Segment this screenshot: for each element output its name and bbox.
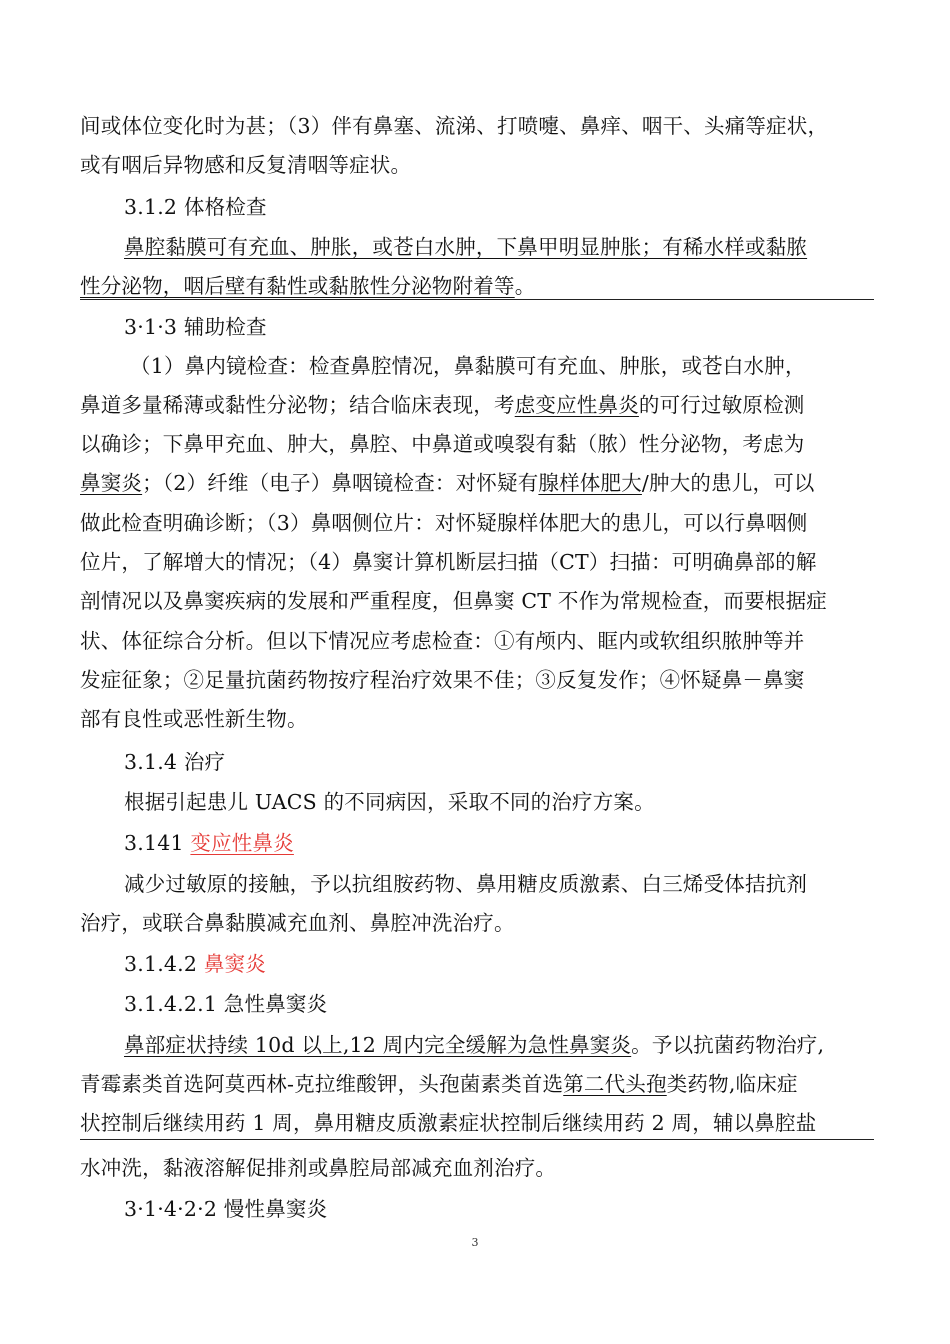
paragraph-line: 做此检查明确诊断；（3）鼻咽侧位片：对怀疑腺样体肥大的患儿，可以行鼻咽侧 (80, 511, 808, 535)
section-heading-3-1-3: 3·1·3 辅助检查 (124, 315, 267, 339)
paragraph-line: 减少过敏原的接触，予以抗组胺药物、鼻用糖皮质激素、白三烯受体拮抗剂 (124, 872, 808, 896)
page-number: 3 (471, 1236, 479, 1249)
underlined-text: 鼻腔黏膜可有充血、肿胀，或苍白水肿，下鼻甲明显肿胀；有稀水样或黏脓 (124, 235, 808, 259)
paragraph-line (80, 1069, 880, 1099)
underlined-text: 虑变应性鼻炎 (514, 393, 639, 417)
paragraph-line: 部有良性或恶性新生物。 (80, 707, 308, 731)
paragraph-line: 状、体征综合分析。但以下情况应考虑检查：①有颅内、眶内或软组织脓肿等并 (80, 629, 805, 653)
text-run: 的可行过敏原检测 (638, 393, 805, 417)
underlined-text: 腺样体肥大 (538, 471, 642, 495)
text-run: ；（2）纤维（电子）鼻咽镜检查：对怀疑有 (142, 471, 539, 495)
text-run: 类药物,临床症 (666, 1072, 798, 1096)
section-heading-3-1-4-2-1: 3.1.4.2.1 急性鼻窦炎 (124, 992, 328, 1016)
heading-title-red: 鼻窦炎 (203, 952, 266, 976)
heading-title-red: 变应性鼻炎 (190, 831, 294, 855)
underlined-text: 鼻部症状持续 10d 以上,12 周内完全缓解为急性鼻窦炎 (124, 1033, 632, 1057)
text-run: 青霉素类首选阿莫西林-克拉维酸钾，头孢菌素类首选 (80, 1072, 564, 1096)
heading-number: 3.141 (124, 831, 191, 855)
paragraph-line: 水冲洗，黏液溶解促排剂或鼻腔局部减充血剂治疗。 (80, 1156, 557, 1180)
text-run: /肿大的患儿，可以 (641, 471, 815, 495)
text-run: 。 (514, 274, 536, 298)
paragraph-line: 剖情况以及鼻窦疾病的发展和严重程度，但鼻窦 CT 不作为常规检查，而要根据症 (80, 589, 827, 613)
section-heading-3-1-4-2-2: 3·1·4·2·2 慢性鼻窦炎 (124, 1197, 328, 1221)
paragraph-line (124, 1030, 924, 1060)
underlined-text: 性分泌物，咽后壁有黏性或黏脓性分泌物附着等 (80, 274, 515, 298)
revision-rule (80, 1139, 874, 1140)
paragraph-line (80, 271, 880, 301)
paragraph-line: （1）鼻内镜检查：检查鼻腔情况，鼻黏膜可有充血、肿胀，或苍白水肿， (130, 354, 806, 378)
revision-rule (80, 299, 874, 300)
paragraph-line: 根据引起患儿 UACS 的不同病因，采取不同的治疗方案。 (124, 790, 655, 814)
paragraph-line (124, 232, 924, 262)
paragraph-line: 或有咽后异物感和反复清咽等症状。 (80, 153, 412, 177)
text-run: 。予以抗菌药物治疗, (631, 1033, 825, 1057)
paragraph-line (80, 468, 880, 498)
underlined-text: 第二代头孢 (563, 1072, 667, 1096)
text-run: 鼻道多量稀薄或黏性分泌物；结合临床表现，考 (80, 393, 515, 417)
section-heading-3-1-4-2 (124, 949, 924, 979)
heading-number: 3.1.4.2 (124, 952, 204, 976)
section-heading-3-1-4-1 (124, 828, 924, 858)
underlined-text: 鼻窦炎 (80, 471, 143, 495)
paragraph-line: 间或体位变化时为甚；（3）伴有鼻塞、流涕、打喷嚏、鼻痒、咽干、头痛等症状， (80, 114, 829, 138)
section-heading-3-1-2: 3.1.2 体格检查 (124, 195, 267, 219)
paragraph-line: 状控制后继续用药 1 周，鼻用糖皮质激素症状控制后继续用药 2 周，辅以鼻腔盐 (80, 1111, 817, 1135)
paragraph-line: 治疗，或联合鼻黏膜减充血剂、鼻腔冲洗治疗。 (80, 911, 515, 935)
section-heading-3-1-4: 3.1.4 治疗 (124, 750, 226, 774)
paragraph-line: 以确诊；下鼻甲充血、肿大，鼻腔、中鼻道或嗅裂有黏（脓）性分泌物，考虑为 (80, 432, 805, 456)
paragraph-line: 位片，了解增大的情况；（4）鼻窦计算机断层扫描（CT）扫描：可明确鼻部的解 (80, 550, 817, 574)
paragraph-line (80, 390, 880, 420)
paragraph-line: 发症征象；②足量抗菌药物按疗程治疗效果不佳；③反复发作；④怀疑鼻－鼻窦 (80, 668, 805, 692)
